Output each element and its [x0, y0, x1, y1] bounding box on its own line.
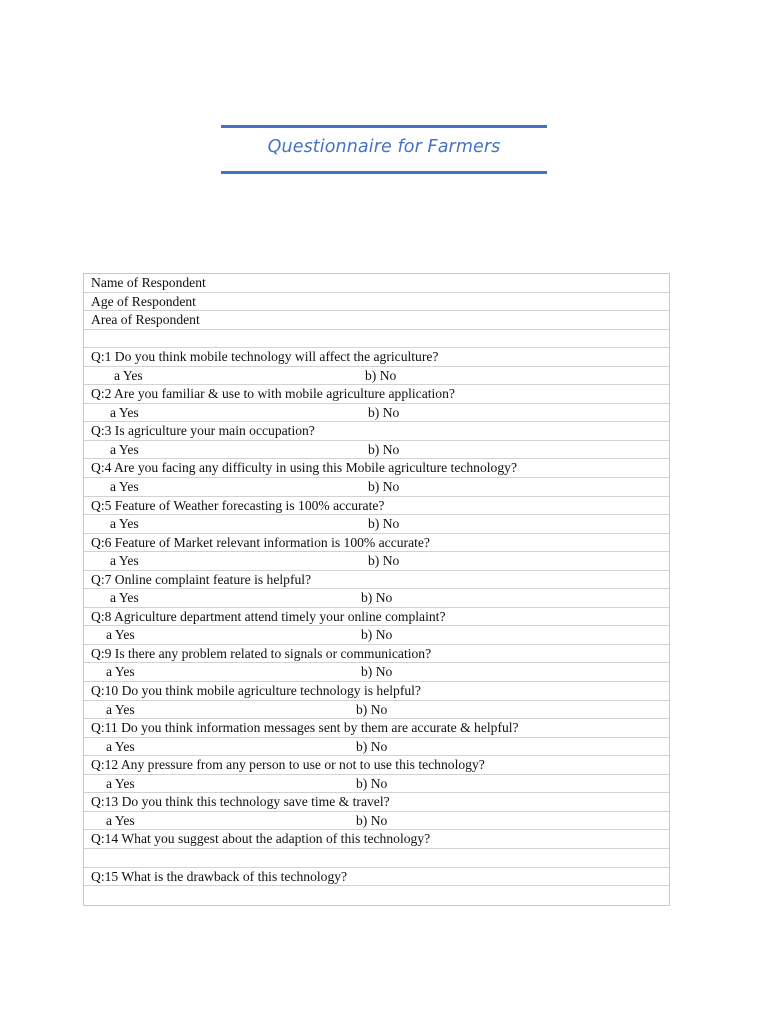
question-row-10 — [84, 682, 669, 701]
respondent-name-row — [84, 274, 669, 293]
respondent-area-label: Area of Respondent — [91, 312, 200, 328]
option-yes: a Yes — [110, 479, 139, 495]
title-top-rule — [221, 125, 547, 128]
question-row-3 — [84, 422, 669, 441]
question-text: Q:12 Any pressure from any person to use or not to use this technology? — [91, 757, 485, 773]
blank-row — [84, 330, 669, 349]
respondent-age-row — [84, 293, 669, 312]
question-row-7 — [84, 571, 669, 590]
answer-row-12 — [84, 775, 669, 794]
answer-row-1 — [84, 367, 669, 386]
option-yes: a Yes — [106, 812, 135, 828]
answer-row-4 — [84, 478, 669, 497]
answer-row-7 — [84, 589, 669, 608]
answer-row-2 — [84, 404, 669, 423]
option-no: b) No — [361, 664, 393, 680]
answer-row-9 — [84, 663, 669, 682]
option-no: b) No — [368, 441, 400, 457]
option-no: b) No — [361, 627, 393, 643]
document-title: Questionnaire for Farmers — [267, 137, 501, 157]
answer-row-10 — [84, 701, 669, 720]
questionnaire-table — [83, 273, 670, 906]
question-row-5 — [84, 497, 669, 516]
question-row-6 — [84, 534, 669, 553]
respondent-area-row — [84, 311, 669, 330]
question-text: Q:5 Feature of Weather forecasting is 100% accurate? — [91, 497, 385, 513]
question-row-8 — [84, 608, 669, 627]
question-text: Q:9 Is there any problem related to signals or communication? — [91, 645, 432, 661]
option-no: b) No — [368, 516, 400, 532]
answer-field-15[interactable] — [84, 886, 669, 905]
question-row-12 — [84, 756, 669, 775]
question-text: Q:4 Are you facing any difficulty in using this Mobile agriculture technology? — [91, 460, 517, 476]
answer-row-8 — [84, 626, 669, 645]
answer-field-14[interactable] — [84, 849, 669, 868]
option-no: b) No — [368, 553, 400, 569]
option-yes: a Yes — [106, 627, 135, 643]
option-yes: a Yes — [106, 775, 135, 791]
option-no: b) No — [365, 367, 397, 383]
option-yes: a Yes — [110, 590, 139, 606]
question-text: Q:8 Agriculture department attend timely your online complaint? — [91, 608, 446, 624]
option-yes: a Yes — [110, 441, 139, 457]
question-text: Q:10 Do you think mobile agriculture technology is helpful? — [91, 683, 421, 699]
question-text: Q:2 Are you familiar & use to with mobile agriculture application? — [91, 386, 455, 402]
option-yes: a Yes — [114, 367, 143, 383]
answer-row-5 — [84, 515, 669, 534]
option-yes: a Yes — [110, 516, 139, 532]
question-text: Q:7 Online complaint feature is helpful? — [91, 571, 312, 587]
question-text: Q:11 Do you think information messages sent by them are accurate & helpful? — [91, 720, 519, 736]
option-no: b) No — [356, 701, 388, 717]
question-row-11 — [84, 719, 669, 738]
question-row-1 — [84, 348, 669, 367]
question-row-9 — [84, 645, 669, 664]
question-text: Q:3 Is agriculture your main occupation? — [91, 423, 315, 439]
question-row-4 — [84, 459, 669, 478]
question-row-14 — [84, 830, 669, 849]
option-no: b) No — [368, 404, 400, 420]
answer-row-13 — [84, 812, 669, 831]
question-row-2 — [84, 385, 669, 404]
respondent-name-label: Name of Respondent — [91, 275, 206, 290]
answer-row-6 — [84, 552, 669, 571]
option-yes: a Yes — [110, 553, 139, 569]
title-block — [221, 125, 547, 176]
answer-row-3 — [84, 441, 669, 460]
option-no: b) No — [356, 775, 388, 791]
option-no: b) No — [361, 590, 393, 606]
option-no: b) No — [368, 479, 400, 495]
title-bottom-rule — [221, 171, 547, 174]
question-row-13 — [84, 793, 669, 812]
respondent-age-label: Age of Respondent — [91, 293, 196, 309]
question-text: Q:1 Do you think mobile technology will affect the agriculture? — [91, 349, 439, 365]
question-row-15 — [84, 868, 669, 887]
option-no: b) No — [356, 738, 388, 754]
question-text: Q:15 What is the drawback of this technology? — [91, 868, 348, 884]
answer-row-11 — [84, 738, 669, 757]
option-yes: a Yes — [110, 404, 139, 420]
option-no: b) No — [356, 812, 388, 828]
option-yes: a Yes — [106, 738, 135, 754]
option-yes: a Yes — [106, 701, 135, 717]
question-text: Q:6 Feature of Market relevant information is 100% accurate? — [91, 534, 430, 550]
option-yes: a Yes — [106, 664, 135, 680]
question-text: Q:13 Do you think this technology save time & travel? — [91, 794, 390, 810]
question-text: Q:14 What you suggest about the adaption of this technology? — [91, 831, 431, 847]
